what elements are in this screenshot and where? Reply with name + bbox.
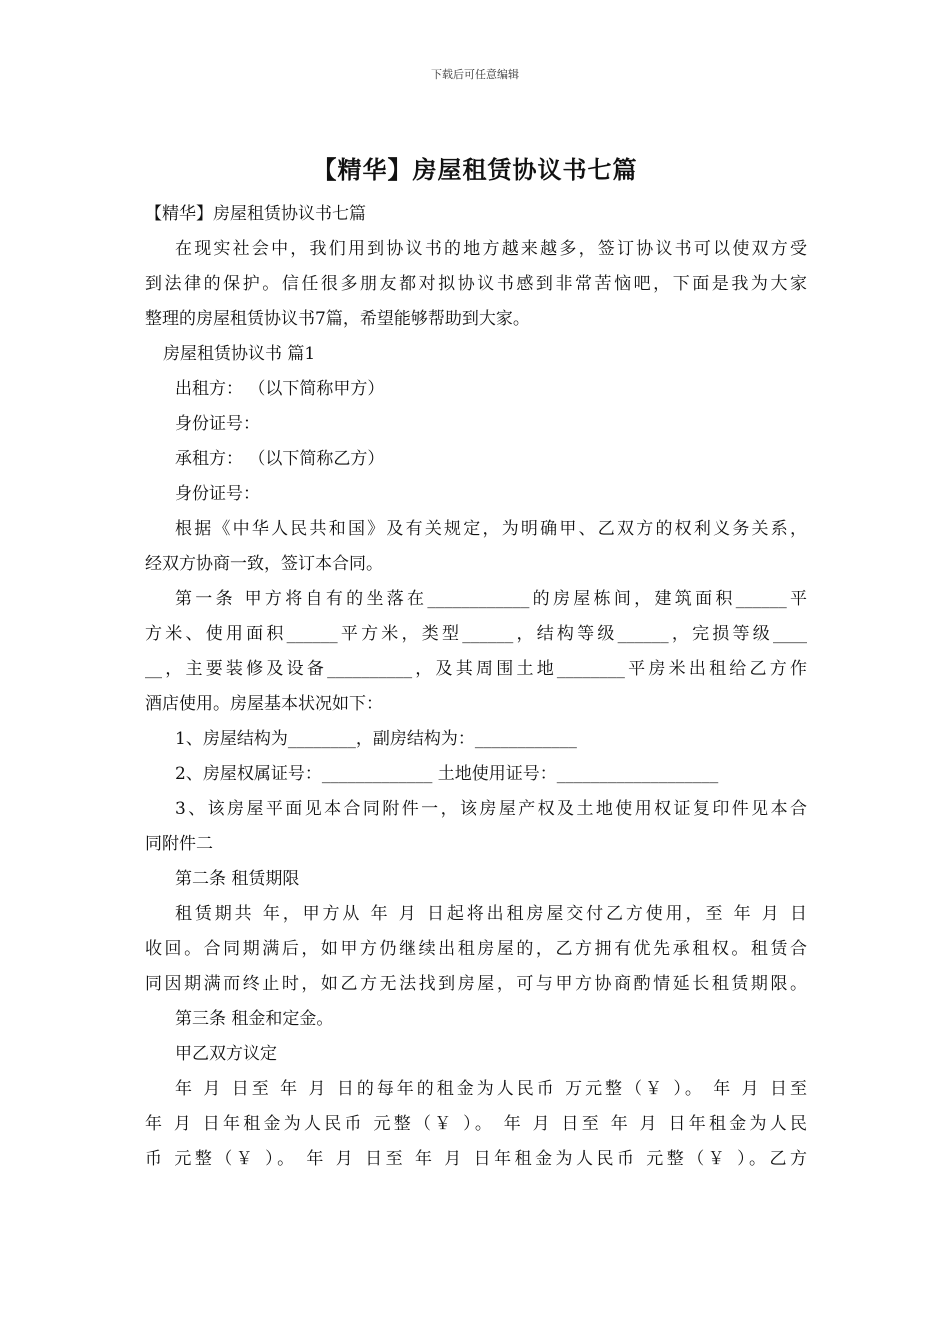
document-body [145, 197, 807, 1177]
paragraph-line: 出租方： （以下简称甲方） [175, 379, 385, 399]
paragraph-line: 租赁期共 年，甲方从 年 月 日起将出租房屋交付乙方使用，至 年 月 日 [175, 904, 807, 924]
document-title: 【精华】房屋租赁协议书七篇 [312, 155, 638, 184]
paragraph-line: 年 月 日至 年 月 日的每年的租金为人民币 万元整（￥ ）。 年 月 日至 [175, 1079, 807, 1099]
paragraph-line: 房屋租赁协议书 篇1 [163, 344, 316, 364]
paragraph-line: 身份证号： [175, 414, 260, 434]
paragraph-line: 1、房屋结构为________，副房结构为：____________ [175, 729, 577, 749]
paragraph-line: 根据《中华人民共和国》及有关规定，为明确甲、乙双方的权利义务关系， [175, 519, 807, 539]
paragraph-line: 酒店使用。房屋基本状况如下： [145, 694, 383, 714]
paragraph-line: __，主要装修及设备__________，及其周围土地________平房米出租给乙方作 [145, 659, 807, 679]
paragraph-line: 币 元整（￥ ）。 年 月 日至 年 月 日年租金为人民币 元整（￥ ）。乙方 [145, 1149, 807, 1169]
paragraph-line: 【精华】房屋租赁协议书七篇 [145, 204, 366, 224]
paragraph-line: 经双方协商一致，签订本合同。 [145, 554, 383, 574]
paragraph-line: 3、该房屋平面见本合同附件一，该房屋产权及土地使用权证复印件见本合 [175, 799, 807, 819]
paragraph-line: 同因期满而终止时，如乙方无法找到房屋，可与甲方协商酌情延长租赁期限。 [145, 974, 807, 994]
header-note: 下载后可任意编辑 [431, 68, 519, 81]
paragraph-line: 收回。合同期满后，如甲方仍继续出租房屋的，乙方拥有优先承租权。租赁合 [145, 939, 807, 959]
paragraph-line: 身份证号： [175, 484, 260, 504]
paragraph-line: 同附件二 [145, 834, 213, 854]
paragraph-line: 第二条 租赁期限 [175, 869, 300, 889]
paragraph-line: 年 月 日年租金为人民币 元整（￥ ）。 年 月 日至 年 月 日年租金为人民 [145, 1114, 807, 1134]
paragraph-line: 甲乙双方议定 [175, 1044, 277, 1064]
paragraph-line: 到法律的保护。信任很多朋友都对拟协议书感到非常苦恼吧，下面是我为大家 [145, 274, 807, 294]
paragraph-line: 2、房屋权属证号：_____________ 土地使用证号：___________________ [175, 764, 719, 784]
paragraph-line: 承租方： （以下简称乙方） [175, 449, 385, 469]
paragraph-line: 在现实社会中，我们用到协议书的地方越来越多，签订协议书可以使双方受 [175, 239, 807, 259]
paragraph-line: 整理的房屋租赁协议书7篇，希望能够帮助到大家。 [145, 309, 530, 329]
paragraph-line: 第一条 甲方将自有的坐落在____________的房屋栋间，建筑面积______平 [175, 589, 807, 609]
paragraph-line: 第三条 租金和定金。 [175, 1009, 334, 1029]
paragraph-line: 方米、使用面积______平方米，类型______，结构等级______，完损等级____ [145, 624, 807, 644]
